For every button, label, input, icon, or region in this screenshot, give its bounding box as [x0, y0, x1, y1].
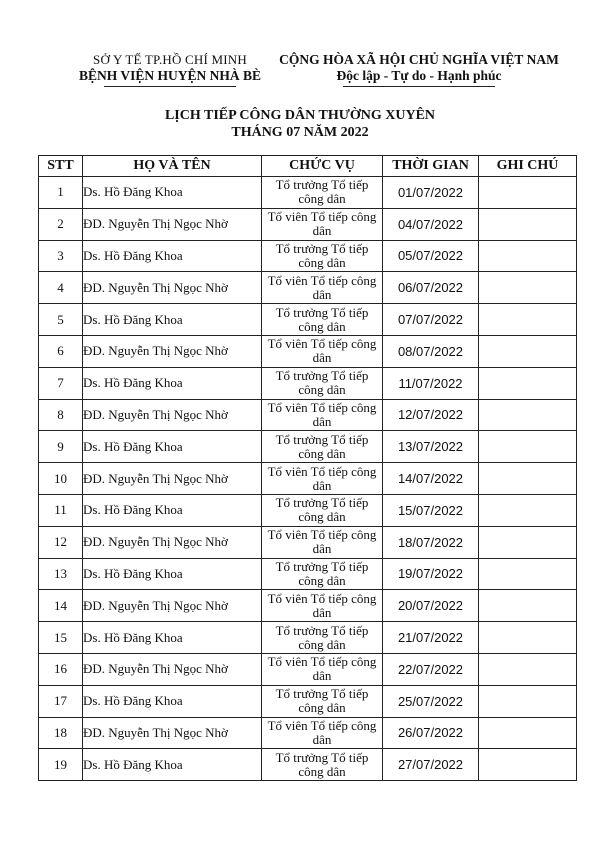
table-header-row — [39, 156, 577, 177]
row-stt: 7 — [39, 367, 83, 399]
row-note — [479, 558, 577, 590]
row-note — [479, 494, 577, 526]
row-name: Ds. Hồ Đăng Khoa — [83, 749, 262, 781]
row-date: 08/07/2022 — [383, 335, 479, 367]
row-date: 12/07/2022 — [383, 399, 479, 431]
table-row — [39, 367, 577, 399]
row-name: Ds. Hồ Đăng Khoa — [83, 685, 262, 717]
row-note — [479, 463, 577, 495]
motto-underline — [343, 86, 495, 87]
table-row — [39, 399, 577, 431]
row-note — [479, 653, 577, 685]
row-date: 22/07/2022 — [383, 653, 479, 685]
row-stt: 10 — [39, 463, 83, 495]
row-date: 07/07/2022 — [383, 304, 479, 336]
row-note — [479, 431, 577, 463]
row-name: Ds. Hồ Đăng Khoa — [83, 558, 262, 590]
table-row — [39, 272, 577, 304]
row-name: Ds. Hồ Đăng Khoa — [83, 622, 262, 654]
table-row — [39, 622, 577, 654]
row-role: Tổ trưởng Tổ tiếp công dân — [262, 304, 383, 336]
row-stt: 2 — [39, 208, 83, 240]
title-line-1: LỊCH TIẾP CÔNG DÂN THƯỜNG XUYÊN — [164, 108, 436, 123]
issuing-agency — [60, 52, 280, 84]
row-stt: 5 — [39, 304, 83, 336]
row-stt: 9 — [39, 431, 83, 463]
row-name: Ds. Hồ Đăng Khoa — [83, 240, 262, 272]
row-role: Tổ trưởng Tổ tiếp công dân — [262, 367, 383, 399]
row-role: Tổ viên Tổ tiếp công dân — [262, 463, 383, 495]
title-line-2: THÁNG 07 NĂM 2022 — [231, 125, 369, 140]
row-stt: 13 — [39, 558, 83, 590]
row-note — [479, 526, 577, 558]
row-role: Tổ trưởng Tổ tiếp công dân — [262, 240, 383, 272]
row-role: Tổ viên Tổ tiếp công dân — [262, 717, 383, 749]
row-date: 21/07/2022 — [383, 622, 479, 654]
row-role: Tổ trưởng Tổ tiếp công dân — [262, 494, 383, 526]
row-stt: 18 — [39, 717, 83, 749]
table-row — [39, 526, 577, 558]
table-row — [39, 240, 577, 272]
row-role: Tổ viên Tổ tiếp công dân — [262, 272, 383, 304]
header-time: THỜI GIAN — [383, 156, 479, 177]
table-row — [39, 590, 577, 622]
row-note — [479, 590, 577, 622]
row-date: 06/07/2022 — [383, 272, 479, 304]
table-row — [39, 304, 577, 336]
row-name: ĐD. Nguyễn Thị Ngọc Nhờ — [83, 526, 262, 558]
row-date: 05/07/2022 — [383, 240, 479, 272]
row-role: Tổ viên Tổ tiếp công dân — [262, 399, 383, 431]
header-name: HỌ VÀ TÊN — [83, 156, 262, 177]
table-row — [39, 177, 577, 209]
schedule-table — [38, 155, 577, 781]
row-date: 20/07/2022 — [383, 590, 479, 622]
row-stt: 1 — [39, 177, 83, 209]
table-row — [39, 335, 577, 367]
row-stt: 19 — [39, 749, 83, 781]
row-date: 04/07/2022 — [383, 208, 479, 240]
row-stt: 6 — [39, 335, 83, 367]
header-role: CHỨC VỤ — [262, 156, 383, 177]
row-stt: 8 — [39, 399, 83, 431]
row-note — [479, 208, 577, 240]
row-name: ĐD. Nguyễn Thị Ngọc Nhờ — [83, 208, 262, 240]
row-stt: 11 — [39, 494, 83, 526]
table-row — [39, 717, 577, 749]
table-row — [39, 494, 577, 526]
row-stt: 4 — [39, 272, 83, 304]
row-role: Tổ viên Tổ tiếp công dân — [262, 653, 383, 685]
motto-text: Độc lập - Tự do - Hạnh phúc — [336, 68, 502, 83]
row-name: ĐD. Nguyễn Thị Ngọc Nhờ — [83, 272, 262, 304]
table-row — [39, 749, 577, 781]
row-name: ĐD. Nguyễn Thị Ngọc Nhờ — [83, 653, 262, 685]
table-row — [39, 431, 577, 463]
row-note — [479, 240, 577, 272]
table-row — [39, 685, 577, 717]
row-note — [479, 685, 577, 717]
row-note — [479, 717, 577, 749]
row-stt: 16 — [39, 653, 83, 685]
row-role: Tổ trưởng Tổ tiếp công dân — [262, 558, 383, 590]
row-role: Tổ trưởng Tổ tiếp công dân — [262, 749, 383, 781]
row-note — [479, 399, 577, 431]
hospital-name: BỆNH VIỆN HUYỆN NHÀ BÈ — [78, 68, 262, 83]
table-row — [39, 463, 577, 495]
row-note — [479, 367, 577, 399]
row-name: ĐD. Nguyễn Thị Ngọc Nhờ — [83, 463, 262, 495]
row-role: Tổ trưởng Tổ tiếp công dân — [262, 177, 383, 209]
row-name: Ds. Hồ Đăng Khoa — [83, 304, 262, 336]
row-role: Tổ trưởng Tổ tiếp công dân — [262, 685, 383, 717]
row-name: ĐD. Nguyễn Thị Ngọc Nhờ — [83, 717, 262, 749]
row-name: Ds. Hồ Đăng Khoa — [83, 177, 262, 209]
row-note — [479, 749, 577, 781]
row-stt: 3 — [39, 240, 83, 272]
hospital-underline — [104, 86, 236, 87]
header-note: GHI CHÚ — [479, 156, 577, 177]
row-role: Tổ trưởng Tổ tiếp công dân — [262, 622, 383, 654]
table-row — [39, 653, 577, 685]
row-role: Tổ viên Tổ tiếp công dân — [262, 526, 383, 558]
row-name: ĐD. Nguyễn Thị Ngọc Nhờ — [83, 590, 262, 622]
table-row — [39, 558, 577, 590]
row-note — [479, 272, 577, 304]
row-name: ĐD. Nguyễn Thị Ngọc Nhờ — [83, 399, 262, 431]
row-date: 19/07/2022 — [383, 558, 479, 590]
row-role: Tổ viên Tổ tiếp công dân — [262, 590, 383, 622]
department-name: SỞ Y TẾ TP.HỒ CHÍ MINH — [93, 52, 247, 67]
row-role: Tổ viên Tổ tiếp công dân — [262, 208, 383, 240]
row-role: Tổ trưởng Tổ tiếp công dân — [262, 431, 383, 463]
row-name: ĐD. Nguyễn Thị Ngọc Nhờ — [83, 335, 262, 367]
row-name: Ds. Hồ Đăng Khoa — [83, 367, 262, 399]
row-date: 27/07/2022 — [383, 749, 479, 781]
table-row — [39, 208, 577, 240]
row-name: Ds. Hồ Đăng Khoa — [83, 431, 262, 463]
page-title — [0, 107, 600, 141]
national-motto — [258, 52, 580, 84]
row-date: 13/07/2022 — [383, 431, 479, 463]
row-name: Ds. Hồ Đăng Khoa — [83, 494, 262, 526]
row-stt: 12 — [39, 526, 83, 558]
header-stt: STT — [39, 156, 83, 177]
row-date: 11/07/2022 — [383, 367, 479, 399]
row-date: 14/07/2022 — [383, 463, 479, 495]
row-date: 18/07/2022 — [383, 526, 479, 558]
row-date: 01/07/2022 — [383, 177, 479, 209]
row-stt: 15 — [39, 622, 83, 654]
row-date: 26/07/2022 — [383, 717, 479, 749]
row-note — [479, 622, 577, 654]
row-note — [479, 177, 577, 209]
row-date: 15/07/2022 — [383, 494, 479, 526]
row-stt: 17 — [39, 685, 83, 717]
document-header — [0, 52, 600, 112]
row-stt: 14 — [39, 590, 83, 622]
country-name: CỘNG HÒA XÃ HỘI CHỦ NGHĨA VIỆT NAM — [279, 52, 559, 67]
row-note — [479, 335, 577, 367]
row-role: Tổ viên Tổ tiếp công dân — [262, 335, 383, 367]
row-date: 25/07/2022 — [383, 685, 479, 717]
row-note — [479, 304, 577, 336]
